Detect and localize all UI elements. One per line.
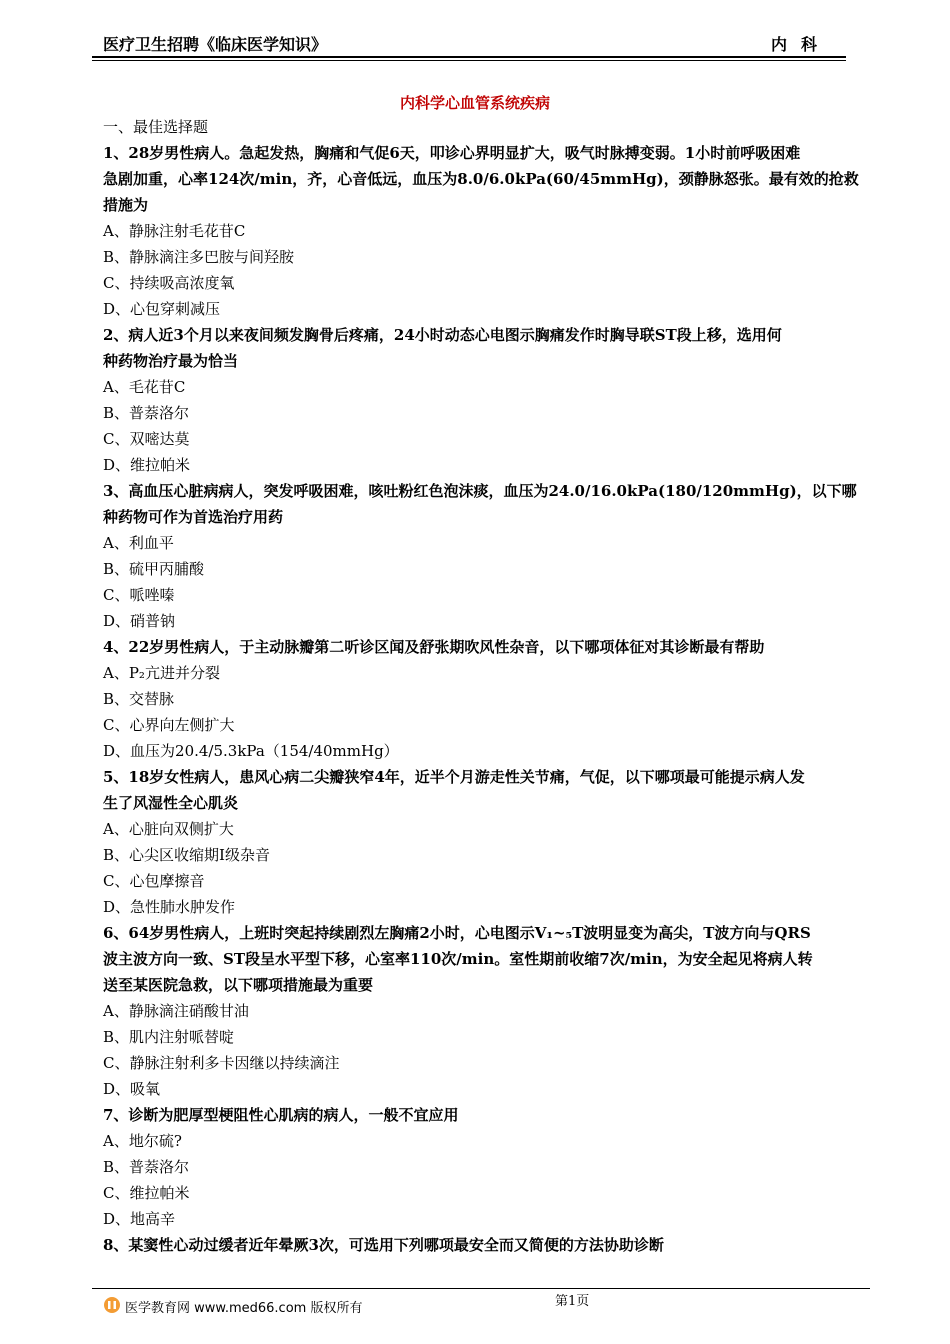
header-divider-thin (92, 60, 846, 61)
answer-option: D、硝普钠 (103, 612, 176, 630)
answer-option: C、静脉注射利多卡因继以持续滴注 (103, 1054, 340, 1072)
copyright-text: 医学教育网 www.med66.com 版权所有 (125, 1301, 363, 1316)
answer-option: D、地高辛 (103, 1210, 176, 1228)
answer-option: C、持续吸高浓度氧 (103, 274, 235, 292)
question-text: 7、诊断为肥厚型梗阻性心肌病的病人，一般不宜应用 (103, 1106, 459, 1124)
question-text: 急剧加重，心率124次/min，齐，心音低远，血压为8.0/6.0kPa(60/45mmHg)，颈静脉怒张。最有效的抢救 (103, 170, 859, 188)
answer-option: B、普萘洛尔 (103, 1158, 190, 1176)
answer-option: A、静脉滴注硝酸甘油 (103, 1002, 249, 1020)
answer-option: B、交替脉 (103, 690, 175, 708)
header-category: 内科 (770, 35, 831, 54)
question-text: 1、28岁男性病人。急起发热，胸痛和气促6天，叩诊心界明显扩大，吸气时脉搏变弱。1小时前呼吸困难 (103, 144, 801, 162)
answer-option: D、血压为20.4/5.3kPa（154/40mmHg） (103, 742, 399, 760)
page-header (103, 30, 831, 54)
section-heading: 一、最佳选择题 (103, 118, 209, 136)
answer-option: A、P₂亢进并分裂 (103, 664, 220, 682)
question-list (103, 114, 859, 1258)
answer-option: C、哌唑嗪 (103, 586, 175, 604)
question-text: 4、22岁男性病人，于主动脉瓣第二听诊区闻及舒张期吹风性杂音，以下哪项体征对其诊断最有帮助 (103, 638, 765, 656)
answer-option: C、维拉帕米 (103, 1184, 190, 1202)
question-text: 措施为 (103, 196, 149, 214)
question-text: 8、某窦性心动过缓者近年晕厥3次，可选用下列哪项最安全而又简便的方法协助诊断 (103, 1236, 664, 1254)
answer-option: A、心脏向双侧扩大 (103, 820, 234, 838)
answer-option: C、心包摩擦音 (103, 872, 205, 890)
answer-option: A、静脉注射毛花苷C (103, 222, 246, 240)
question-text: 波主波方向一致、ST段呈水平型下移，心室率110次/min。室性期前收缩7次/min，为安全起见将病人转 (103, 950, 813, 968)
header-divider (92, 56, 846, 58)
answer-option: D、心包穿刺减压 (103, 300, 221, 318)
answer-option: B、普萘洛尔 (103, 404, 190, 422)
answer-option: A、毛花苷C (103, 378, 186, 396)
answer-option: D、急性肺水肿发作 (103, 898, 236, 916)
question-text: 3、高血压心脏病病人，突发呼吸困难，咳吐粉红色泡沫痰，血压为24.0/16.0kPa(180/120mmHg)，以下哪 (103, 482, 857, 500)
question-text: 种药物治疗最为恰当 (103, 352, 239, 370)
question-text: 5、18岁女性病人，患风心病二尖瓣狭窄4年，近半个月游走性关节痛，气促，以下哪项最可能提示病人发 (103, 768, 805, 786)
question-text: 送至某医院急救，以下哪项措施最为重要 (103, 976, 374, 994)
footer-divider (92, 1288, 870, 1289)
answer-option: B、心尖区收缩期Ⅰ级杂音 (103, 846, 270, 864)
question-text: 种药物可作为首选治疗用药 (103, 508, 284, 526)
question-text: 2、病人近3个月以来夜间频发胸骨后疼痛，24小时动态心电图示胸痛发作时胸导联ST段上移，选用何 (103, 326, 782, 344)
page-number: 第1页 (555, 1294, 590, 1309)
header-title: 医疗卫生招聘《临床医学知识》 (103, 35, 328, 54)
answer-option: B、硫甲丙脯酸 (103, 560, 205, 578)
answer-option: A、地尔硫? (103, 1132, 182, 1150)
answer-option: C、心界向左侧扩大 (103, 716, 235, 734)
answer-option: C、双嘧达莫 (103, 430, 190, 448)
document-title: 内科学心血管系统疾病 (399, 94, 550, 112)
question-text: 6、64岁男性病人，上班时突起持续剧烈左胸痛2小时，心电图示V₁~₅T波明显变为高尖，T波方向与QRS (103, 924, 811, 942)
logo-icon (103, 1296, 121, 1314)
question-text: 生了风湿性全心肌炎 (103, 794, 239, 812)
answer-option: B、静脉滴注多巴胺与间羟胺 (103, 248, 295, 266)
answer-option: A、利血平 (103, 534, 174, 552)
answer-option: D、维拉帕米 (103, 456, 191, 474)
answer-option: B、肌内注射哌替啶 (103, 1028, 235, 1046)
answer-option: D、吸氧 (103, 1080, 161, 1098)
